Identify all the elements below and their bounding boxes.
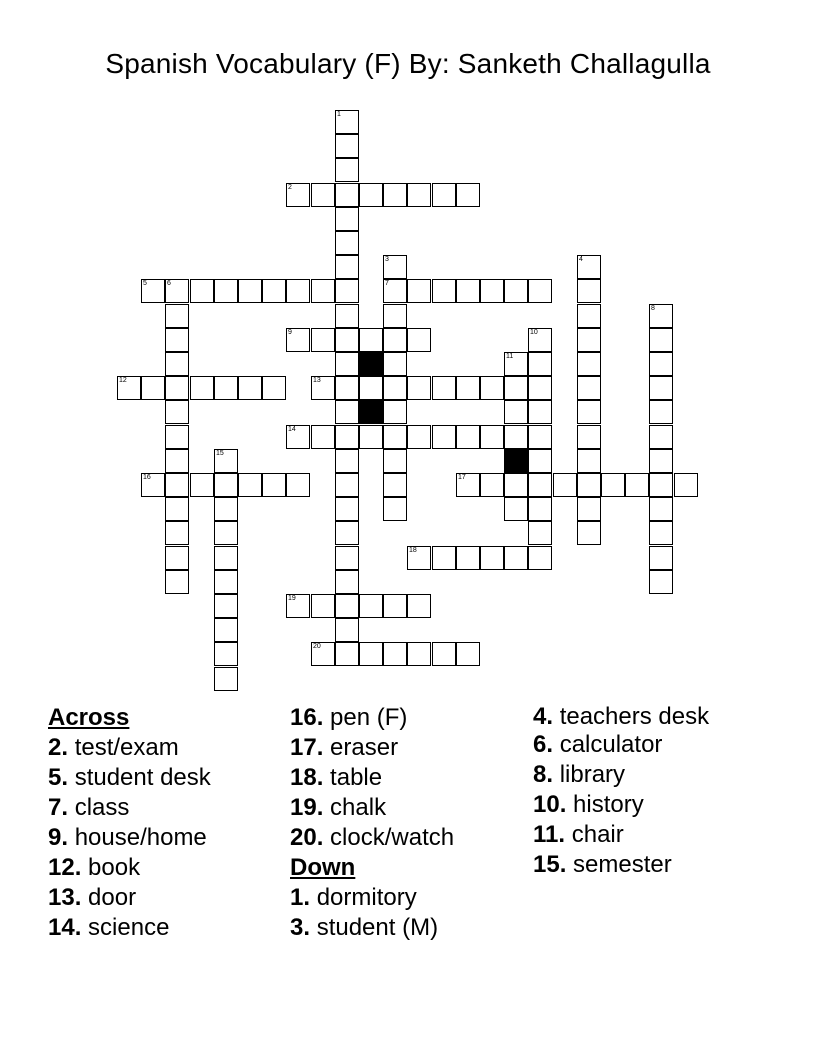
grid-cell[interactable] xyxy=(335,473,359,497)
grid-cell[interactable] xyxy=(504,425,528,449)
clue-across-20: 20. clock/watch xyxy=(290,824,455,851)
grid-cell[interactable] xyxy=(190,473,214,497)
cell-number: 14 xyxy=(288,426,296,433)
grid-cell[interactable] xyxy=(528,497,552,521)
grid-cell[interactable] xyxy=(311,425,335,449)
grid-cell[interactable] xyxy=(674,473,698,497)
grid-cell[interactable] xyxy=(528,521,552,545)
grid-cell[interactable] xyxy=(407,183,431,207)
grid-cell[interactable] xyxy=(262,376,286,400)
clue-down-6: 6. calculator xyxy=(533,731,663,758)
clue-across-2: 2. test/exam xyxy=(48,734,179,761)
grid-cell[interactable] xyxy=(214,473,238,497)
grid-cell[interactable] xyxy=(383,328,407,352)
grid-cell[interactable] xyxy=(214,618,238,642)
grid-black-cell xyxy=(359,352,383,376)
grid-cell[interactable] xyxy=(383,594,407,618)
grid-cell[interactable] xyxy=(190,279,214,303)
clue-down-1: 1. dormitory xyxy=(290,884,417,911)
cell-number: 1 xyxy=(337,111,341,118)
clue-across-18: 18. table xyxy=(290,764,383,791)
grid-cell[interactable] xyxy=(286,425,310,449)
grid-cell[interactable] xyxy=(528,449,552,473)
grid-cell[interactable] xyxy=(577,352,601,376)
cell-number: 10 xyxy=(530,329,538,336)
grid-cell[interactable] xyxy=(165,570,189,594)
grid-cell[interactable] xyxy=(577,279,601,303)
grid-cell[interactable] xyxy=(214,570,238,594)
grid-cell[interactable] xyxy=(311,328,335,352)
grid-cell[interactable] xyxy=(311,279,335,303)
grid-cell[interactable] xyxy=(286,279,310,303)
grid-cell[interactable] xyxy=(649,521,673,545)
grid-cell[interactable] xyxy=(286,183,310,207)
grid-cell[interactable] xyxy=(214,449,238,473)
grid-cell[interactable] xyxy=(432,376,456,400)
clue-across-13: 13. door xyxy=(48,884,137,911)
grid-cell[interactable] xyxy=(407,279,431,303)
grid-cell[interactable] xyxy=(165,425,189,449)
cell-number: 20 xyxy=(313,643,321,650)
clue-column-1 xyxy=(48,703,278,943)
grid-cell[interactable] xyxy=(335,594,359,618)
grid-cell[interactable] xyxy=(335,642,359,666)
grid-black-cell xyxy=(359,400,383,424)
grid-cell[interactable] xyxy=(335,497,359,521)
grid-cell[interactable] xyxy=(335,207,359,231)
grid-cell[interactable] xyxy=(311,376,335,400)
clue-across-12: 12. book xyxy=(48,854,141,881)
grid-cell[interactable] xyxy=(383,183,407,207)
cell-number: 3 xyxy=(385,256,389,263)
grid-cell[interactable] xyxy=(359,425,383,449)
grid-cell[interactable] xyxy=(407,642,431,666)
clue-across-17: 17. eraser xyxy=(290,734,399,761)
grid-cell[interactable] xyxy=(432,183,456,207)
grid-cell[interactable] xyxy=(432,279,456,303)
grid-cell[interactable] xyxy=(214,376,238,400)
grid-cell[interactable] xyxy=(165,376,189,400)
grid-cell[interactable] xyxy=(553,473,577,497)
grid-cell[interactable] xyxy=(649,425,673,449)
clue-down-3: 3. student (M) xyxy=(290,914,439,941)
clue-down-8: 8. library xyxy=(533,761,626,788)
grid-cell[interactable] xyxy=(335,376,359,400)
cell-number: 4 xyxy=(579,256,583,263)
grid-cell[interactable] xyxy=(165,521,189,545)
grid-cell[interactable] xyxy=(577,473,601,497)
grid-cell[interactable] xyxy=(432,642,456,666)
grid-cell[interactable] xyxy=(577,304,601,328)
grid-cell[interactable] xyxy=(528,425,552,449)
grid-cell[interactable] xyxy=(383,279,407,303)
grid-cell[interactable] xyxy=(335,279,359,303)
grid-cell[interactable] xyxy=(359,642,383,666)
grid-cell[interactable] xyxy=(141,279,165,303)
grid-cell[interactable] xyxy=(214,521,238,545)
grid-cell[interactable] xyxy=(359,376,383,400)
grid-cell[interactable] xyxy=(190,376,214,400)
grid-cell[interactable] xyxy=(480,376,504,400)
grid-cell[interactable] xyxy=(577,521,601,545)
cell-number: 18 xyxy=(409,547,417,554)
cell-number: 9 xyxy=(288,329,292,336)
cell-number: 12 xyxy=(119,377,127,384)
grid-cell[interactable] xyxy=(383,304,407,328)
grid-cell[interactable] xyxy=(504,497,528,521)
grid-cell[interactable] xyxy=(504,546,528,570)
grid-cell[interactable] xyxy=(432,546,456,570)
grid-black-cell xyxy=(504,449,528,473)
grid-cell[interactable] xyxy=(625,473,649,497)
grid-cell[interactable] xyxy=(383,449,407,473)
grid-cell[interactable] xyxy=(335,110,359,134)
grid-cell[interactable] xyxy=(335,521,359,545)
cell-number: 5 xyxy=(143,280,147,287)
grid-cell[interactable] xyxy=(165,352,189,376)
grid-cell[interactable] xyxy=(432,425,456,449)
down-heading: Down xyxy=(290,854,356,881)
grid-cell[interactable] xyxy=(286,473,310,497)
grid-cell[interactable] xyxy=(335,255,359,279)
grid-cell[interactable] xyxy=(335,231,359,255)
grid-cell[interactable] xyxy=(165,473,189,497)
grid-cell[interactable] xyxy=(480,546,504,570)
grid-cell[interactable] xyxy=(165,400,189,424)
grid-cell[interactable] xyxy=(456,642,480,666)
grid-cell[interactable] xyxy=(528,328,552,352)
clue-column-2 xyxy=(290,703,525,943)
clue-across-16: 16. pen (F) xyxy=(290,704,408,731)
cell-number: 8 xyxy=(651,305,655,312)
grid-cell[interactable] xyxy=(528,400,552,424)
grid-cell[interactable] xyxy=(577,400,601,424)
grid-cell[interactable] xyxy=(649,376,673,400)
grid-cell[interactable] xyxy=(335,158,359,182)
grid-cell[interactable] xyxy=(649,400,673,424)
grid-cell[interactable] xyxy=(262,279,286,303)
grid-cell[interactable] xyxy=(407,376,431,400)
clue-column-3 xyxy=(533,703,733,880)
grid-cell[interactable] xyxy=(407,546,431,570)
grid-cell[interactable] xyxy=(214,279,238,303)
cell-number: 19 xyxy=(288,595,296,602)
grid-cell[interactable] xyxy=(165,304,189,328)
clue-across-7: 7. class xyxy=(48,794,130,821)
grid-cell[interactable] xyxy=(286,328,310,352)
grid-cell[interactable] xyxy=(456,425,480,449)
grid-cell[interactable] xyxy=(649,546,673,570)
grid-cell[interactable] xyxy=(165,497,189,521)
grid-cell[interactable] xyxy=(504,473,528,497)
grid-cell[interactable] xyxy=(577,328,601,352)
grid-cell[interactable] xyxy=(286,594,310,618)
grid-cell[interactable] xyxy=(335,134,359,158)
grid-cell[interactable] xyxy=(383,497,407,521)
grid-cell[interactable] xyxy=(649,352,673,376)
cell-number: 6 xyxy=(167,280,171,287)
grid-cell[interactable] xyxy=(649,497,673,521)
grid-cell[interactable] xyxy=(165,546,189,570)
grid-cell[interactable] xyxy=(528,352,552,376)
grid-cell[interactable] xyxy=(504,279,528,303)
grid-cell[interactable] xyxy=(335,352,359,376)
grid-cell[interactable] xyxy=(335,400,359,424)
grid-cell[interactable] xyxy=(504,400,528,424)
grid-cell[interactable] xyxy=(359,328,383,352)
clue-down-11: 11. chair xyxy=(533,821,624,848)
across-heading: Across xyxy=(48,704,130,731)
cell-number: 13 xyxy=(313,377,321,384)
clue-down-4: 4. teachers desk xyxy=(533,703,710,730)
cell-number: 16 xyxy=(143,474,151,481)
grid-cell[interactable] xyxy=(456,279,480,303)
grid-cell[interactable] xyxy=(480,279,504,303)
grid-cell[interactable] xyxy=(383,425,407,449)
grid-cell[interactable] xyxy=(456,473,480,497)
grid-cell[interactable] xyxy=(214,642,238,666)
cell-number: 2 xyxy=(288,184,292,191)
cell-number: 11 xyxy=(506,353,514,360)
grid-cell[interactable] xyxy=(407,425,431,449)
grid-cell[interactable] xyxy=(649,328,673,352)
grid-cell[interactable] xyxy=(480,425,504,449)
grid-cell[interactable] xyxy=(649,473,673,497)
clue-across-9: 9. house/home xyxy=(48,824,207,851)
grid-cell[interactable] xyxy=(504,352,528,376)
grid-cell[interactable] xyxy=(649,570,673,594)
grid-cell[interactable] xyxy=(359,594,383,618)
grid-cell[interactable] xyxy=(335,304,359,328)
clue-across-5: 5. student desk xyxy=(48,764,211,791)
grid-cell[interactable] xyxy=(335,328,359,352)
cell-number: 17 xyxy=(458,474,466,481)
grid-cell[interactable] xyxy=(504,376,528,400)
grid-cell[interactable] xyxy=(456,376,480,400)
grid-cell[interactable] xyxy=(577,449,601,473)
grid-cell[interactable] xyxy=(577,376,601,400)
cell-number: 15 xyxy=(216,450,224,457)
grid-cell[interactable] xyxy=(359,183,383,207)
grid-cell[interactable] xyxy=(141,376,165,400)
grid-cell[interactable] xyxy=(407,328,431,352)
grid-cell[interactable] xyxy=(238,376,262,400)
grid-cell[interactable] xyxy=(528,376,552,400)
grid-cell[interactable] xyxy=(577,425,601,449)
clue-across-14: 14. science xyxy=(48,914,170,941)
grid-cell[interactable] xyxy=(214,594,238,618)
grid-cell[interactable] xyxy=(335,570,359,594)
grid-cell[interactable] xyxy=(456,546,480,570)
grid-cell[interactable] xyxy=(117,376,141,400)
grid-cell[interactable] xyxy=(311,594,335,618)
grid-cell[interactable] xyxy=(383,352,407,376)
grid-cell[interactable] xyxy=(335,425,359,449)
grid-cell[interactable] xyxy=(335,618,359,642)
grid-cell[interactable] xyxy=(262,473,286,497)
grid-cell[interactable] xyxy=(528,279,552,303)
clue-across-19: 19. chalk xyxy=(290,794,387,821)
grid-cell[interactable] xyxy=(165,279,189,303)
grid-cell[interactable] xyxy=(383,255,407,279)
grid-cell[interactable] xyxy=(165,328,189,352)
grid-cell[interactable] xyxy=(383,376,407,400)
grid-cell[interactable] xyxy=(335,183,359,207)
grid-cell[interactable] xyxy=(528,473,552,497)
grid-cell[interactable] xyxy=(141,473,165,497)
grid-cell[interactable] xyxy=(311,183,335,207)
grid-cell[interactable] xyxy=(577,497,601,521)
cell-number: 7 xyxy=(385,280,389,287)
grid-cell[interactable] xyxy=(480,473,504,497)
grid-cell[interactable] xyxy=(383,400,407,424)
grid-cell[interactable] xyxy=(456,183,480,207)
grid-cell[interactable] xyxy=(165,449,189,473)
grid-cell[interactable] xyxy=(601,473,625,497)
grid-cell[interactable] xyxy=(528,546,552,570)
grid-cell[interactable] xyxy=(335,449,359,473)
grid-cell[interactable] xyxy=(383,642,407,666)
grid-cell[interactable] xyxy=(335,546,359,570)
grid-cell[interactable] xyxy=(214,497,238,521)
grid-cell[interactable] xyxy=(407,594,431,618)
grid-cell[interactable] xyxy=(238,279,262,303)
clue-down-10: 10. history xyxy=(533,791,644,818)
grid-cell[interactable] xyxy=(214,667,238,691)
grid-cell[interactable] xyxy=(649,304,673,328)
grid-cell[interactable] xyxy=(577,255,601,279)
puzzle-title: Spanish Vocabulary (F) By: Sanketh Challagulla xyxy=(105,48,711,79)
grid-cell[interactable] xyxy=(311,642,335,666)
grid-cell[interactable] xyxy=(214,546,238,570)
clue-down-15: 15. semester xyxy=(533,851,672,878)
grid-cell[interactable] xyxy=(649,449,673,473)
grid-cell[interactable] xyxy=(238,473,262,497)
grid-cell[interactable] xyxy=(383,473,407,497)
